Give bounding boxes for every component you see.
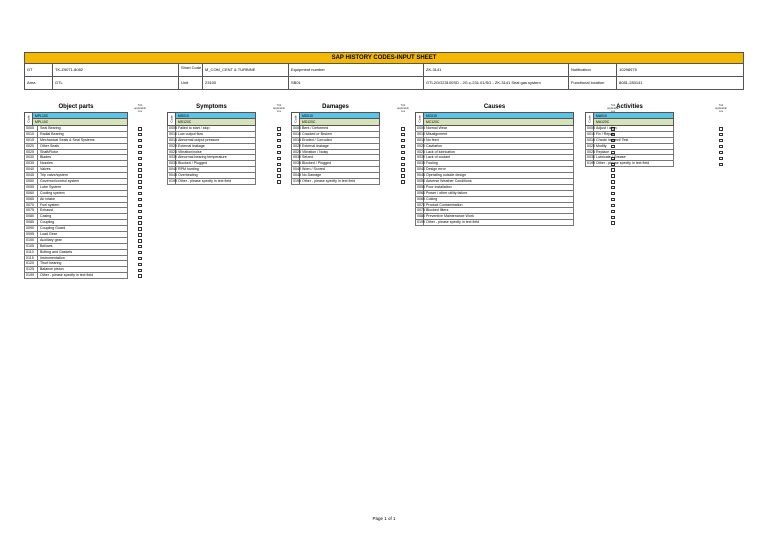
item-description: Power / other utility failure [424, 191, 574, 197]
item-code: 0199 [293, 179, 301, 184]
item-description: Blades [38, 155, 128, 161]
symptoms-list [167, 126, 289, 185]
symptoms-section [167, 103, 289, 185]
item-code: 0120 [24, 261, 38, 267]
apply-checkbox[interactable] [401, 139, 405, 142]
info-value[interactable]: TK-Z9071-8082 [52, 64, 178, 76]
tick-applicable-header: Tick applicable one [134, 104, 146, 113]
item-code: 0030 [293, 155, 301, 160]
item-description: Vibration / Noisy [300, 150, 380, 156]
item-code: 0005 [417, 126, 425, 130]
item-description: External leakage [176, 144, 256, 150]
item-description: Fuel system [38, 203, 128, 209]
item-code: 0060 [417, 190, 425, 195]
item-description: Operating outside design [424, 173, 574, 179]
apply-checkbox[interactable] [401, 145, 405, 148]
apply-checkbox[interactable] [138, 251, 142, 254]
item-code: 0199 [169, 179, 177, 184]
item-code: 0065 [417, 196, 425, 201]
apply-checkbox[interactable] [611, 168, 615, 171]
item-code: 0065 [24, 197, 38, 203]
apply-checkbox[interactable] [277, 163, 281, 166]
apply-checkbox[interactable] [138, 245, 142, 248]
item-code: 0105 [24, 244, 38, 250]
item-description: Replace [594, 150, 674, 156]
apply-checkbox[interactable] [611, 192, 615, 195]
section-title: Activities [616, 104, 643, 110]
item-code: 0020 [24, 144, 38, 150]
subgroup-code: MC120C [424, 119, 574, 126]
item-description: Failed to start / stop [176, 126, 256, 132]
apply-checkbox[interactable] [138, 145, 142, 148]
item-code: 0020 [169, 143, 177, 148]
apply-checkbox[interactable] [138, 127, 142, 130]
item-code: 0040 [417, 167, 425, 172]
item-code: 0035 [169, 161, 177, 166]
item-description: Cracked or Broken [300, 132, 380, 138]
item-code: 0045 [24, 173, 38, 179]
item-description: Other - please specify in text field [176, 179, 256, 185]
info-label: Unit [178, 77, 202, 89]
item-description: Other - please specify in text field [300, 179, 380, 185]
apply-checkbox[interactable] [138, 192, 142, 195]
section-title: Damages [322, 104, 349, 110]
apply-checkbox[interactable] [277, 133, 281, 136]
apply-checkbox[interactable] [719, 157, 723, 160]
apply-checkbox[interactable] [611, 174, 615, 177]
item-code: 0025 [293, 149, 301, 154]
subgroup-code: MPL10C [33, 119, 128, 126]
item-description: Design error [424, 167, 574, 173]
activities-section [585, 103, 731, 167]
info-label: Short Code [178, 64, 202, 76]
item-code: 0055 [24, 185, 38, 191]
item-description: Other - please specify in text field [594, 161, 674, 167]
apply-checkbox[interactable] [401, 163, 405, 166]
item-code: 0115 [24, 256, 38, 262]
apply-checkbox[interactable] [277, 174, 281, 177]
list-item [291, 179, 413, 185]
item-code: 0005 [24, 126, 38, 132]
section-title: Symptoms [196, 104, 227, 110]
group-code: MA010 [594, 112, 674, 119]
item-description: Blocked / Plugged [300, 161, 380, 167]
info-label: Area [27, 80, 36, 85]
apply-checkbox[interactable] [277, 157, 281, 160]
apply-checkbox[interactable] [138, 274, 142, 277]
section-title: Causes [483, 104, 506, 110]
apply-checkbox[interactable] [611, 186, 615, 189]
info-label: GT [27, 67, 33, 72]
item-description: RPM hunting [176, 167, 256, 173]
item-code: 0030 [417, 155, 425, 160]
info-value[interactable]: 23100 [202, 77, 288, 89]
item-description: Exhaust [38, 208, 128, 214]
item-code: 0010 [24, 132, 38, 138]
item-description: Seal Bearing [38, 126, 128, 132]
item-description: Vibration/noise [176, 150, 256, 156]
damages-section [291, 103, 413, 185]
item-description: Lack of coolant [424, 155, 574, 161]
item-description: Seized [300, 155, 380, 161]
item-description: Coking [424, 197, 574, 203]
item-description: Lube System [38, 185, 128, 191]
item-code: 0095 [24, 232, 38, 238]
info-value[interactable]: 8081-283141 [616, 77, 745, 89]
apply-checkbox[interactable] [138, 233, 142, 236]
item-description: No Damage [300, 173, 380, 179]
apply-checkbox[interactable] [277, 145, 281, 148]
item-description: Nozzles [38, 161, 128, 167]
item-description: Other Seals [38, 144, 128, 150]
apply-checkbox[interactable] [138, 227, 142, 230]
item-code: 0090 [24, 226, 38, 232]
item-description: No feed [424, 138, 574, 144]
item-code: 0025 [169, 149, 177, 154]
sheet-title: SAP HISTORY CODES-INPUT SHEET [24, 52, 744, 64]
item-code: 0005 [169, 126, 177, 130]
item-description: Bent / Deformed [300, 126, 380, 132]
item-code: 0020 [293, 143, 301, 148]
item-code: 0030 [587, 155, 595, 160]
item-code: 0015 [24, 138, 38, 144]
group-code: MC010 [424, 112, 574, 119]
item-description: Preventive Maintenance Work [424, 214, 574, 220]
apply-checkbox[interactable] [138, 174, 142, 177]
apply-checkbox[interactable] [138, 198, 142, 201]
item-description: Load Gear [38, 232, 128, 238]
tick-applicable-header: Tick applicable one [715, 104, 727, 113]
group-code: MS010 [176, 112, 256, 119]
subgroup-code: MD120C [300, 119, 380, 126]
code-column-header: Code [24, 112, 33, 126]
list-item [167, 179, 289, 185]
item-description: Overheating [176, 173, 256, 179]
apply-checkbox[interactable] [138, 139, 142, 142]
item-description: Other - please specify in text field [424, 220, 574, 226]
item-code: 0050 [24, 179, 38, 185]
apply-checkbox[interactable] [719, 163, 723, 166]
item-description: Normal Wear [424, 126, 574, 132]
apply-checkbox[interactable] [611, 221, 615, 224]
item-description: Bellows [38, 244, 128, 250]
item-code: 0020 [417, 143, 425, 148]
apply-checkbox[interactable] [138, 257, 142, 260]
apply-checkbox[interactable] [719, 151, 723, 154]
info-row-1 [24, 64, 744, 77]
item-code: 0015 [169, 137, 177, 142]
item-description: Valves [38, 167, 128, 173]
item-code: 0015 [587, 137, 595, 142]
info-value[interactable]: M_COM_CENT & TURBINE [202, 64, 288, 76]
apply-checkbox[interactable] [277, 180, 281, 183]
tick-applicable-header: Tick applicable [607, 104, 619, 110]
item-description: Trip valve/system [38, 173, 128, 179]
item-code: 0100 [24, 238, 38, 244]
item-code: 0045 [293, 173, 301, 178]
item-code: 0030 [169, 155, 177, 160]
activities-list [585, 126, 731, 167]
apply-checkbox[interactable] [277, 127, 281, 130]
apply-checkbox[interactable] [138, 221, 142, 224]
item-code: 0025 [24, 150, 38, 156]
info-value[interactable]: GTL [52, 77, 178, 89]
item-description: Abnormal bearing temperature [176, 155, 256, 161]
item-code: 0110 [24, 250, 38, 256]
item-code: 0035 [417, 161, 425, 166]
section-title: Object parts [58, 104, 94, 110]
apply-checkbox[interactable] [401, 157, 405, 160]
item-code: 0040 [169, 167, 177, 172]
item-code: 0055 [417, 184, 425, 189]
item-code: 0045 [417, 173, 425, 178]
apply-checkbox[interactable] [138, 269, 142, 272]
item-code: 0199 [587, 161, 595, 166]
item-description: Blocked / Plugged [176, 161, 256, 167]
subgroup-code: MA120C [594, 119, 674, 126]
item-description: Other - please specify in text field [38, 273, 128, 279]
item-description: Lack of lubrication [424, 150, 574, 156]
item-code: 0060 [24, 191, 38, 197]
item-description: Abnormal output pressure [176, 138, 256, 144]
apply-checkbox[interactable] [611, 216, 615, 219]
apply-checkbox[interactable] [719, 127, 723, 130]
item-description: Casing [38, 214, 128, 220]
item-description: Auxiliary gear [38, 238, 128, 244]
code-column-header: Code [167, 112, 176, 126]
item-description: Adjust / align [594, 126, 674, 132]
item-code: 0025 [417, 149, 425, 154]
item-description: Coupling Guard [38, 226, 128, 232]
item-code: 0010 [169, 131, 177, 136]
item-code: 0025 [587, 149, 595, 154]
item-description: Balance piston [38, 267, 128, 273]
item-description: Governor/control system [38, 179, 128, 185]
code-column-header: Code [415, 112, 424, 126]
apply-checkbox[interactable] [138, 239, 142, 242]
item-code: 0070 [24, 203, 38, 209]
item-code: 0070 [417, 202, 425, 207]
item-code: 0085 [24, 220, 38, 226]
item-code: 0040 [293, 167, 301, 172]
info-label: Functional location [568, 77, 616, 89]
apply-checkbox[interactable] [401, 180, 405, 183]
item-description: Low output flow [176, 132, 256, 138]
object-section [24, 103, 150, 279]
item-description: Lubricate / Grease [594, 155, 674, 161]
info-row-2 [24, 77, 744, 90]
item-description: Cooling system [38, 191, 128, 197]
info-value[interactable]: 10298975 [616, 64, 745, 76]
item-code: 0010 [587, 131, 595, 136]
item-code: 0005 [293, 126, 301, 130]
apply-checkbox[interactable] [401, 133, 405, 136]
subgroup-code: MS120C [176, 119, 256, 126]
item-code: 0020 [587, 143, 595, 148]
tick-applicable-header: Tick applicable one [397, 104, 409, 113]
apply-checkbox[interactable] [719, 139, 723, 142]
item-code: 0080 [24, 214, 38, 220]
item-code: 0015 [293, 137, 301, 142]
apply-checkbox[interactable] [138, 157, 142, 160]
info-value[interactable]: ZK-3141 [423, 64, 568, 76]
item-code: 0010 [293, 131, 301, 136]
group-code: MD010 [300, 112, 380, 119]
apply-checkbox[interactable] [138, 216, 142, 219]
item-code: 0199 [417, 220, 425, 225]
item-description: Thurt bearing [38, 261, 128, 267]
apply-checkbox[interactable] [138, 263, 142, 266]
apply-checkbox[interactable] [138, 186, 142, 189]
item-description: Coupling [38, 220, 128, 226]
apply-checkbox[interactable] [138, 151, 142, 154]
item-code: 0075 [24, 208, 38, 214]
damages-list [291, 126, 413, 185]
item-description: Blocked filters [424, 208, 574, 214]
item-description: Eroded / Corroded [300, 138, 380, 144]
apply-checkbox[interactable] [401, 168, 405, 171]
item-code: 0040 [24, 167, 38, 173]
item-description: Poor installation [424, 185, 574, 191]
item-code: 0005 [587, 126, 595, 130]
item-description: Product Contamination [424, 203, 574, 209]
item-description: Radial Bearing [38, 132, 128, 138]
group-code: MPL10C [33, 112, 128, 119]
item-description: Bolting and Gaskets [38, 250, 128, 256]
item-description: Fix / Repair [594, 132, 674, 138]
apply-checkbox[interactable] [719, 133, 723, 136]
apply-checkbox[interactable] [138, 180, 142, 183]
item-description: Worn / Scored [300, 167, 380, 173]
apply-checkbox[interactable] [611, 210, 615, 213]
page-footer: Page 1 of 1 [372, 516, 396, 521]
item-code: 0030 [24, 155, 38, 161]
item-description: Check/ Inspect/ Test [594, 138, 674, 144]
item-description: Misalignment [424, 132, 574, 138]
apply-checkbox[interactable] [277, 151, 281, 154]
item-code: 0050 [417, 179, 425, 184]
item-description: Mechanical Seals & Seal Systems [38, 138, 128, 144]
item-code: 0035 [293, 161, 301, 166]
apply-checkbox[interactable] [138, 210, 142, 213]
item-code: 0035 [24, 161, 38, 167]
apply-checkbox[interactable] [719, 145, 723, 148]
tick-applicable-header: Tick applicable one [273, 104, 285, 113]
apply-checkbox[interactable] [611, 204, 615, 207]
apply-checkbox[interactable] [401, 127, 405, 130]
apply-checkbox[interactable] [611, 180, 615, 183]
item-description: Instrumentation [38, 256, 128, 262]
apply-checkbox[interactable] [611, 198, 615, 201]
apply-checkbox[interactable] [138, 163, 142, 166]
apply-checkbox[interactable] [138, 133, 142, 136]
item-code: 0045 [169, 173, 177, 178]
list-item [415, 220, 623, 226]
item-code: 0080 [417, 214, 425, 219]
item-description: Cavitation [424, 144, 574, 150]
item-description: Adverse Weather Conditions [424, 179, 574, 185]
apply-checkbox[interactable] [401, 174, 405, 177]
apply-checkbox[interactable] [138, 204, 142, 207]
item-description: External leakage [300, 144, 380, 150]
code-column-header: Code [585, 112, 594, 126]
item-code: 0199 [24, 273, 38, 279]
apply-checkbox[interactable] [401, 151, 405, 154]
list-item [24, 273, 150, 279]
item-code: 0010 [417, 131, 425, 136]
item-code: 0015 [417, 137, 425, 142]
item-description: Shaft/Rotor [38, 150, 128, 156]
code-column-header: Code [291, 112, 300, 126]
info-label: SB01 [288, 77, 423, 89]
apply-checkbox[interactable] [277, 139, 281, 142]
item-description: Modify [594, 144, 674, 150]
apply-checkbox[interactable] [138, 168, 142, 171]
list-item [585, 161, 731, 167]
item-code: 0125 [24, 267, 38, 273]
item-code: 0075 [417, 208, 425, 213]
info-value[interactable]: GTL2GG23100SD - 2G.c-231.01/SG - ZK-3141 Seal gas system [423, 77, 568, 89]
apply-checkbox[interactable] [277, 168, 281, 171]
info-label: Equipment number [288, 64, 423, 76]
object-list [24, 126, 150, 279]
info-label: Notification [568, 64, 616, 76]
item-description: Air intake [38, 197, 128, 203]
item-description: Fouling [424, 161, 574, 167]
